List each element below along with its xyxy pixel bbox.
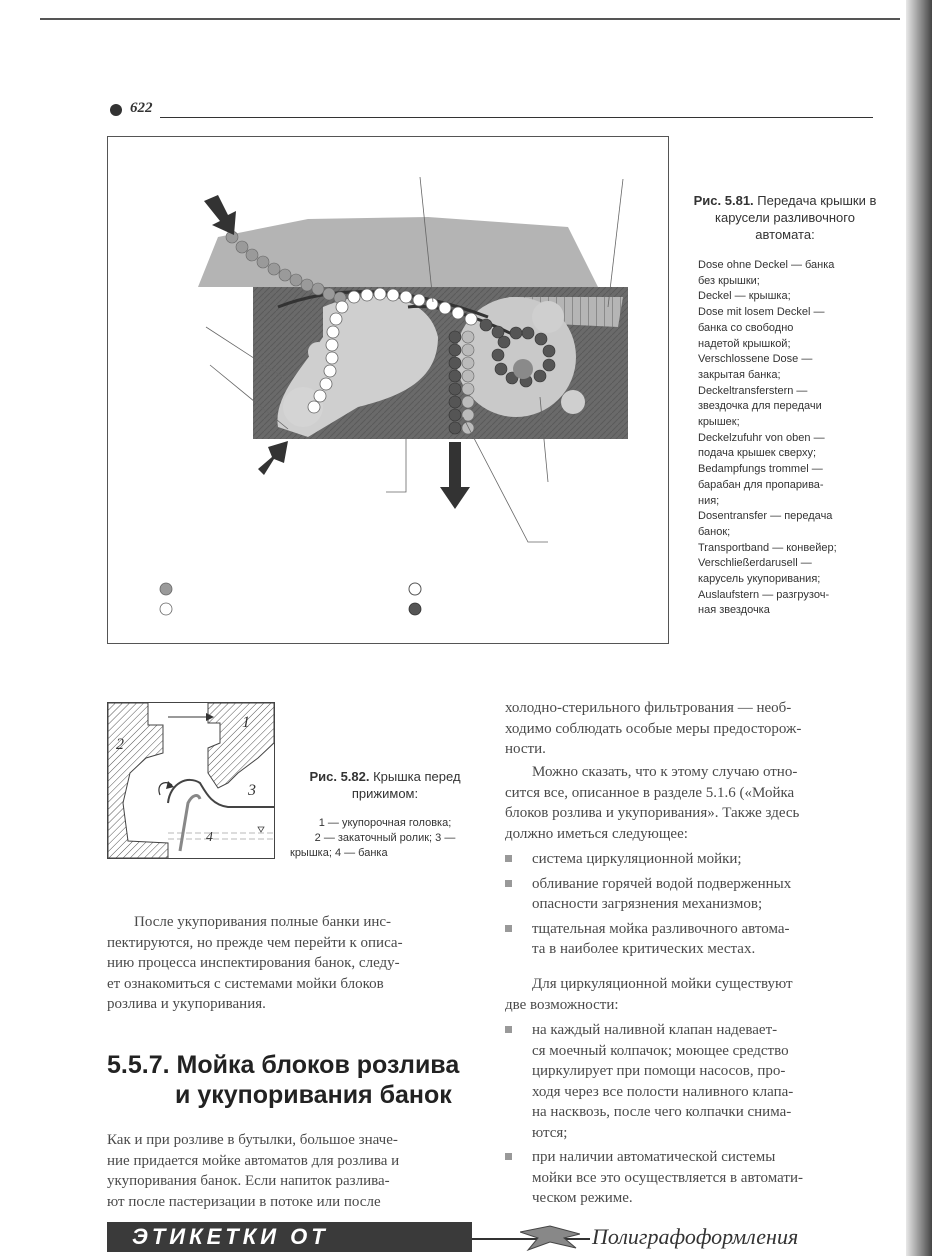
text-line: ходя через все полости наливного клапа- — [532, 1083, 794, 1100]
bullet-text — [532, 1020, 873, 1143]
legend-line: барабан для пропарива- — [698, 478, 824, 491]
left-paragraph-2 — [107, 1130, 475, 1212]
figure-5-81-number: Рис. 5.81. — [693, 193, 754, 208]
page-number: 622 — [130, 100, 153, 116]
text-line: Можно сказать, что к этому случаю отно- — [532, 764, 798, 780]
text-line: обливание горячей водой подверженных — [532, 875, 792, 892]
text-line: ческом режиме. — [532, 1190, 633, 1206]
legend-line: Deckeltransferstern — — [698, 384, 808, 397]
legend-line: надетой крышкой; — [698, 337, 791, 350]
legend-line: крышек; — [698, 416, 740, 429]
text-line: После укупоривания полные банки инс- — [134, 914, 392, 930]
bullet-text — [532, 919, 873, 960]
footer-ribbon-icon — [520, 1224, 580, 1252]
figure-5-81 — [107, 136, 669, 644]
figure-5-81-drawing — [108, 137, 667, 642]
legend-line: банка со свободно — [698, 321, 794, 334]
arrow-out — [440, 442, 470, 509]
figure-5-82-caption-title — [290, 768, 480, 802]
text-line: блоков розлива и укупоривания». Также здесь — [505, 805, 800, 821]
fig82-label-4: 4 — [206, 830, 213, 845]
fig82-label-1: 1 — [242, 714, 250, 731]
bullet-text — [532, 849, 873, 870]
section-title-line-1: Мойка блоков розлива — [176, 1051, 460, 1079]
section-number: 5.5.7. — [107, 1051, 170, 1079]
text-line: ются; — [532, 1124, 568, 1141]
bullet-square-icon — [505, 880, 512, 887]
legend-symbol-closed-can — [409, 603, 421, 615]
legend-line: звездочка для передачи — [698, 400, 822, 413]
bullet-square-icon — [505, 1026, 512, 1033]
header-rule — [160, 117, 873, 118]
text-line: при наличии автоматической системы — [532, 1149, 776, 1165]
right-paragraph-3 — [505, 974, 873, 1015]
figure-5-81-caption-title — [690, 192, 880, 243]
legend-line: банок; — [698, 525, 731, 538]
caption-line: крышка; 4 — банка — [290, 847, 388, 859]
figure-5-82-title: Крышка перед прижимом: — [351, 769, 461, 801]
legend-line: Bedampfungs trommel — — [698, 463, 823, 476]
text-line: пектируются, но прежде чем перейти к описа- — [107, 934, 403, 951]
arrow-in-top — [204, 195, 236, 235]
text-line: ет ознакомиться с системами мойки блоков — [107, 975, 384, 992]
legend-line: ния; — [698, 494, 720, 507]
text-line: укупоривания банок. Если напиток разлива- — [107, 1173, 390, 1189]
seaming-roll — [108, 703, 168, 858]
bullet-square-icon — [505, 855, 512, 862]
fig82-label-3: 3 — [248, 782, 256, 799]
legend-line: Auslaufstern — разгрузоч- — [698, 588, 830, 601]
text-line: нию процесса инспектирования банок, следу- — [107, 955, 400, 971]
legend-line: Deckelzufuhr von oben — — [698, 431, 825, 444]
right-paragraph-1 — [505, 698, 873, 760]
section-title-line-2: и укупоривания банок — [175, 1081, 452, 1109]
text-line: сится все, описанное в разделе 5.1.6 («Мойка — [505, 784, 795, 801]
legend-line: без крышки; — [698, 274, 760, 287]
text-line: на каждый наливной клапан надевает- — [532, 1022, 778, 1038]
left-paragraph-1 — [107, 912, 475, 1015]
text-line: ности. — [505, 741, 546, 757]
fig82-label-2: 2 — [116, 736, 124, 753]
text-line: циркулирует при помощи насосов, про- — [532, 1063, 786, 1079]
text-line: Для циркуляционной мойки существуют — [532, 976, 793, 992]
legend-line: ная звездочка — [698, 604, 770, 617]
text-line: опасности загрязнения механизмов; — [532, 896, 763, 912]
figure-5-82-drawing — [108, 703, 274, 858]
text-line: две возможности: — [505, 996, 619, 1013]
arrow-in-bottom — [258, 441, 288, 475]
legend-symbol-can-no-lid — [160, 583, 172, 595]
legend-symbol-loose-lid — [409, 583, 421, 595]
section-heading — [107, 1050, 477, 1110]
text-line: должно иметься следующее: — [505, 825, 688, 842]
can-wall — [180, 796, 200, 851]
figure-5-82-number: Рис. 5.82. — [309, 769, 370, 784]
text-line: ся моечный колпачок; моющее средство — [532, 1042, 789, 1059]
bullet-square-icon — [505, 1153, 512, 1160]
figure-5-81-legend — [698, 258, 873, 619]
text-line: на насквозь, после чего колпачки снима- — [532, 1104, 792, 1120]
text-line: Как и при розливе в бутылки, большое значе- — [107, 1132, 398, 1148]
right-paragraph-2 — [505, 762, 873, 844]
legend-line: Deckel — крышка; — [698, 290, 791, 303]
bullet-text — [532, 1147, 873, 1209]
top-border-line — [40, 18, 900, 20]
legend-line: Dose ohne Deckel — банка — [698, 259, 835, 271]
legend-symbol-lid — [160, 603, 172, 615]
footer-right-text: Полиграфоформления — [592, 1224, 799, 1249]
caption-line: 1 — укупорочная головка; — [318, 817, 452, 829]
text-line: та в наиболее критических местах. — [532, 941, 756, 957]
text-line: ют после пастеризации в потоке или после — [107, 1193, 381, 1210]
legend-line: закрытая банка; — [698, 368, 781, 381]
figure-5-82 — [107, 702, 275, 859]
footer-banner-right — [590, 1222, 880, 1252]
figure-5-82-caption — [290, 816, 480, 861]
text-line: мойки все это осуществляется в автомати- — [532, 1169, 803, 1186]
legend-line: Dosentransfer — передача — [698, 510, 833, 523]
hood-shape — [198, 217, 598, 287]
text-line: тщательная мойка разливочного автома- — [532, 920, 790, 937]
bullet-text — [532, 874, 873, 915]
legend-line: карусель укупоривания; — [698, 573, 821, 586]
legend-line: Dose mit losem Deckel — — [698, 306, 825, 319]
page-number-icon — [110, 104, 122, 116]
bullet-square-icon — [505, 925, 512, 932]
caption-line: 2 — закаточный ролик; 3 — — [314, 832, 456, 844]
legend-line: Transportband — конвейер; — [698, 541, 837, 554]
legend-line: Verschlossene Dose — — [698, 353, 813, 366]
figure-5-81-title: Передача крышки в карусели разливочного автомата: — [715, 193, 877, 242]
legend-line: Verschließerdarusell — — [698, 557, 812, 570]
legend-line: подача крышек сверху; — [698, 447, 817, 460]
text-line: розлива и укупоривания. — [107, 996, 266, 1012]
text-line: холодно-стерильного фильтрования — необ- — [505, 700, 792, 716]
text-line: система циркуляционной мойки; — [532, 851, 742, 867]
footer-left-text: ЭТИКЕТКИ ОТ — [132, 1224, 329, 1249]
text-line: ходимо соблюдать особые меры предосторож- — [505, 720, 802, 737]
footer-banner-left — [107, 1222, 472, 1252]
text-line: ние придается мойке автоматов для розлива и — [107, 1152, 400, 1169]
page-spine-shadow — [906, 0, 932, 1256]
closing-head — [208, 703, 274, 788]
